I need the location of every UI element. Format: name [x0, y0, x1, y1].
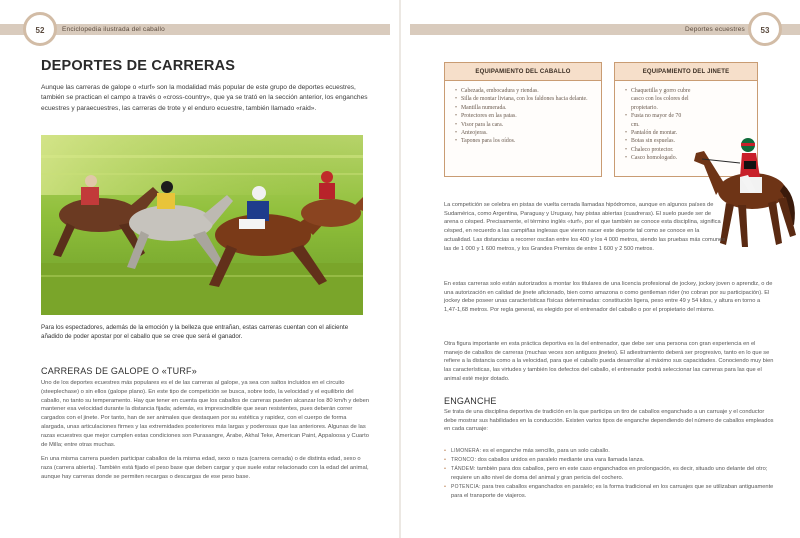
section-title-turf: CARRERAS DE GALOPE O «TURF»: [41, 366, 197, 376]
definition: : dos caballos unidos en paralelo mediante una vara llamada lanza.: [474, 456, 645, 463]
list-item: • Anteojeras.: [455, 129, 593, 137]
horse-equipment-list: [445, 81, 601, 146]
list-item: • Cabezada, embocadura y riendas.: [455, 87, 593, 95]
list-item: • Chaquetilla y gorro cubre casco con los colores del propietario.: [625, 87, 691, 112]
horse-equipment-box: [444, 62, 602, 177]
list-item: • Visor para la cara.: [455, 121, 593, 129]
list-item: • Protectores en las patas.: [455, 112, 593, 120]
list-item: [444, 483, 774, 501]
list-item: • Pantalón de montar.: [625, 129, 691, 137]
term-tandem: TÁNDEM: [451, 465, 474, 472]
jockey-license-paragraph: En estas carreras solo están autorizados a montar los titulares de una licencia profesional de jockey, jockey joven o aprendiz, o de una autorización en calidad de jinete aficionado, bien como amazona o como gentleman rider (no cobran por su participación). El jockey debe poseer unas características físicas determinadas: constitución ligera, peso entre 49 y 54 kilos, y altura en torno a 1,47-1,68 metros. Por regla general, es elegido por el entrenador del caballo o por el propietario del mismo.: [444, 281, 773, 314]
photo-caption: Para los espectadores, además de la emoción y la belleza que entrañan, estas carreras cuentan con el aliciente añadido de poder apostar por el caballo que se cree que será el ganador.: [41, 324, 349, 341]
list-item: [444, 456, 774, 465]
turf-body: [41, 379, 371, 482]
term-limonera: LIMONERA: [451, 448, 480, 454]
list-item: • Tapones para los oídos.: [455, 137, 593, 145]
header-bar-left: [0, 24, 390, 35]
term-tronco: TRONCO: [451, 456, 475, 463]
rider-equipment-title: EQUIPAMIENTO DEL JINETE: [615, 63, 757, 81]
turf-paragraph-1: Uno de los deportes ecuestres más populares es el de las carreras al galope, ya sea con saltos incluidos en el circuito (steeplechase) o sin ellos (galope plano). En este tipo de competición se busca, sobre todo, la velocidad y el equilibrio del caballo, no tanto su temperamento. Hay que tener en cuenta que los caballos de carreras pueden alcanzar los 80 km/h y deben mantener esa velocidad durante la distancia fijada; además, es imprescindible que sean resistentes, pues deberán correr cargados con el jinete. Por tanto, han de ser animales que destaquen por su estética y rapidez, con el cuerpo de forma alargada, unas articulaciones firmes y las extremidades posteriores más largas y poderosas que las anteriores. Algunas de las razas ecuestres que mejor cumplen estas condiciones son Purasangre, Árabe, Akhal Teke, American Paint, Appaloosa y Cuarto de Milla; entre otras muchas.: [41, 380, 370, 448]
definition: : también para dos caballos, pero en este caso enganchados en prolongación, es decir, situado uno delante del otro; requiere un alto nivel de doma del animal y gran pericia del cochero.: [451, 465, 768, 481]
horse-race-image: [41, 135, 363, 315]
horse-race-photo: [41, 135, 363, 315]
list-item: • Botas sin espuelas.: [625, 137, 691, 145]
list-item: • Silla de montar liviana, con los faldones hacia delante.: [455, 95, 593, 103]
horse-equipment-title: EQUIPAMIENTO DEL CABALLO: [445, 63, 601, 81]
list-item: • Mantilla numerada.: [455, 104, 593, 112]
list-item: • Chaleco protector.: [625, 146, 691, 154]
page-number-left: 52: [35, 26, 45, 35]
section-title-enganche: ENGANCHE: [444, 396, 497, 406]
rider-equipment-list: [615, 81, 699, 163]
list-item: • Fusta no mayor de 70 cm.: [625, 112, 691, 129]
term-potencia: POTENCIA: [451, 483, 479, 490]
page-number-right: 53: [760, 26, 770, 35]
running-head-right: Deportes ecuestres: [685, 26, 745, 33]
turf-paragraph-2: En una misma carrera pueden participar caballos de la misma edad, sexo o raza (carrera cerrada) o de distinta edad, sexo o raza (carrera abierta). También está fijado el peso base que deben cargar y que suele estar relacionado con la edad del animal, aunque hay carreras donde se permiten recargas o descargas de ese peso base.: [41, 456, 369, 480]
competition-paragraph: La competición se celebra en pistas de vuelta cerrada llamadas hipódromos, aunque en algunos países de Sudamérica, como Argentina, Paraguay y Uruguay, hay pistas abiertas (cuadreras). El suelo puede ser de arena o césped. Precisamente, el término inglés «turf», por el que también se conoce esta disciplina, significa césped, en recuerdo a las campiñas inglesas que vieron nacer este deporte tal como se conoce en la actualidad. Las distancias a recorrer oscilan entre los 400 y los 4 000 metros, siendo las pruebas más comunes las de 1 000 y 1 600 metros, y los Grandes Premios de entre 1 600 y 2 500 metros.: [444, 202, 726, 252]
enganche-types-list: [444, 447, 774, 500]
intro-paragraph: Aunque las carreras de galope o «turf» son la modalidad más popular de este grupo de deportes ecuestres, también se practican el campo a través o «cross-country», que ya se trató en la sección anterior, los enganches ecuestres y paraecuestres, las carreras de trote y el enduro ecuestre, también llamado «raid».: [41, 84, 368, 112]
definition: : para tres caballos enganchados en paralelo; es la forma tradicional en los carruajes que se utilizaban antiguamente para el transporte de viajeros.: [451, 483, 774, 499]
running-head-left: Enciclopedia ilustrada del caballo: [62, 26, 165, 33]
enganche-paragraph: Se trata de una disciplina deportiva de tradición en la que participa un tiro de caballos enganchado a un carruaje y el conductor debe mostrar sus habilidades en la conducción. Existen varios tipos de enganche dependiendo del número de caballos empleados en cada carruaje:: [444, 409, 774, 433]
list-item: • Casco homologado.: [625, 154, 691, 162]
list-item: [444, 447, 774, 456]
trainer-paragraph: Otra figura importante en esta práctica deportiva es la del entrenador, que debe ser una persona con gran experiencia en el manejo de caballos de carreras (muchas veces son antiguos jinetes). El adiestramiento deberá ser progresivo, tanto en lo que se refiere a la distancia como a la velocidad, para que el caballo pueda desarrollar al máximo sus capacidades. Conociendo muy bien las características, las virtudes y también los defectos del caballo, el entrenador podrá seleccionar las carreras para las que el animal esté mejor dotado.: [444, 341, 774, 382]
definition: : es el enganche más sencillo, para un solo caballo.: [479, 448, 610, 454]
list-item: [444, 465, 774, 483]
page-title: DEPORTES DE CARRERAS: [41, 58, 236, 74]
